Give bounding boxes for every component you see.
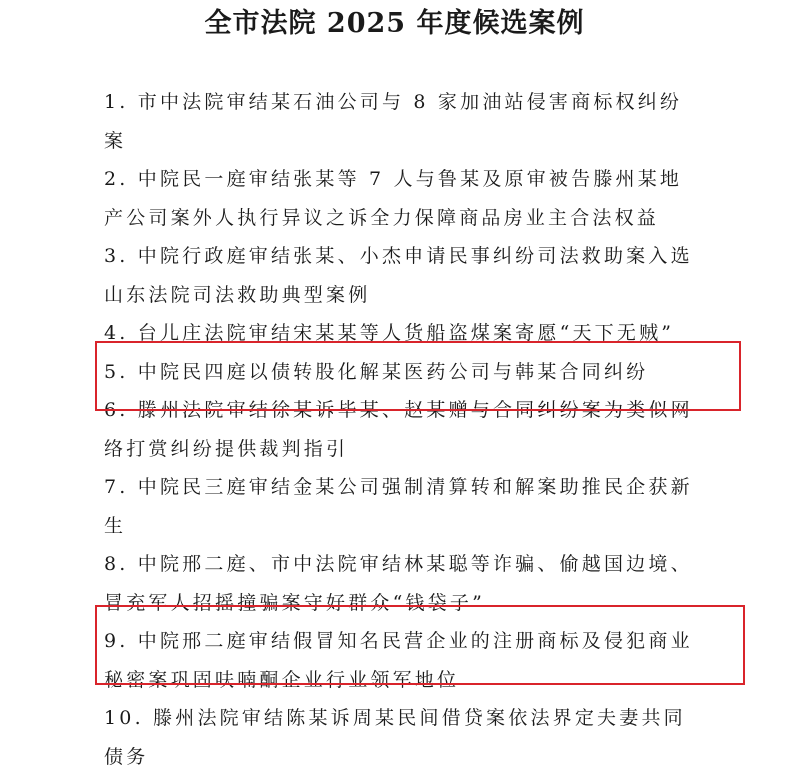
list-item-10: 10. 滕州法院审结陈某诉周某民间借贷案依法界定夫妻共同债务 — [104, 707, 686, 768]
case-list — [104, 83, 704, 776]
list-item-9: 9. 中院邢二庭审结假冒知名民营企业的注册商标及侵犯商业秘密案巩固呋喃酮企业行业领军地位 — [104, 630, 693, 691]
list-item-3: 3. 中院行政庭审结张某、小杰申请民事纠纷司法救助案入选山东法院司法救助典型案例 — [104, 245, 693, 306]
document-title: 全市法院 2025 年度候选案例 — [204, 8, 585, 39]
list-item-7: 7. 中院民三庭审结金某公司强制清算转和解案助推民企获新生 — [104, 476, 693, 537]
list-item-6: 6. 滕州法院审结徐某诉毕某、赵某赠与合同纠纷案为类似网络打赏纠纷提供裁判指引 — [104, 399, 693, 460]
list-item-8: 8. 中院邢二庭、市中法院审结林某聪等诈骗、偷越国边境、冒充军人招摇撞骗案守好群众“钱袋子” — [104, 553, 693, 614]
list-item-4: 4. 台儿庄法院审结宋某某等人货船盗煤案寄愿“天下无贼” — [104, 322, 675, 344]
list-item-1: 1. 市中法院审结某石油公司与 8 家加油站侵害商标权纠纷案 — [104, 91, 683, 152]
list-item-2: 2. 中院民一庭审结张某等 7 人与鲁某及原审被告滕州某地产公司案外人执行异议之诉全力保障商品房业主合法权益 — [104, 168, 683, 229]
list-item-5: 5. 中院民四庭以债转股化解某医药公司与韩某合同纠纷 — [104, 360, 649, 383]
